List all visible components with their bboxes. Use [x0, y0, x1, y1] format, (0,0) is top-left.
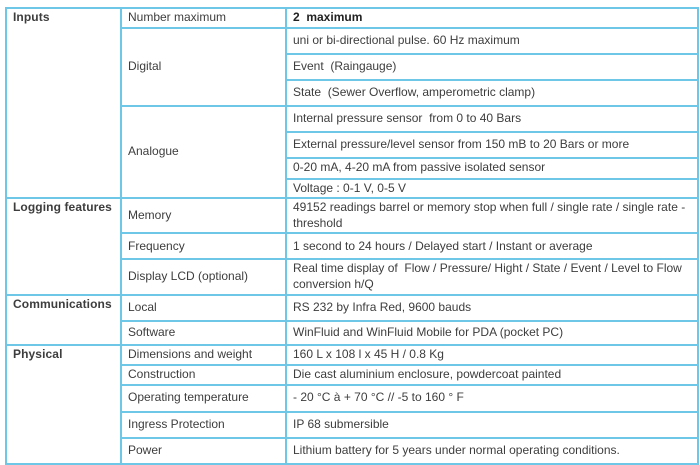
category-cell-logging-features: Logging features: [6, 198, 121, 294]
value-cell: 160 L x 108 l x 45 H / 0.8 Kg: [286, 345, 698, 365]
spec-table: [5, 7, 699, 465]
subcategory-cell-display-lcd: Display LCD (optional): [121, 259, 286, 294]
value-cell: Voltage : 0-1 V, 0-5 V: [286, 179, 698, 199]
subcategory-cell-local: Local: [121, 295, 286, 321]
subcategory-cell-frequency: Frequency: [121, 233, 286, 259]
subcategory-cell-power: Power: [121, 438, 286, 464]
subcategory-cell-dimensions: Dimensions and weight: [121, 345, 286, 365]
value-cell: IP 68 submersible: [286, 412, 698, 438]
subcategory-cell-analogue: Analogue: [121, 106, 286, 199]
value-cell: 1 second to 24 hours / Delayed start / Instant or average: [286, 233, 698, 259]
table-row: [6, 295, 698, 321]
category-cell-communications: Communications: [6, 295, 121, 345]
subcategory-cell-software: Software: [121, 321, 286, 345]
subcategory-cell-number-maximum: Number maximum: [121, 8, 286, 28]
table-row: [6, 345, 698, 365]
value-cell: External pressure/level sensor from 150 mB to 20 Bars or more: [286, 132, 698, 158]
category-cell-inputs: Inputs: [6, 8, 121, 198]
subcategory-cell-ingress-protection: Ingress Protection: [121, 412, 286, 438]
value-cell: 2 maximum: [286, 8, 698, 28]
value-cell: RS 232 by Infra Red, 9600 bauds: [286, 295, 698, 321]
value-cell: WinFluid and WinFluid Mobile for PDA (pocket PC): [286, 321, 698, 345]
value-cell: Die cast aluminium enclosure, powdercoat painted: [286, 365, 698, 385]
value-cell: Internal pressure sensor from 0 to 40 Bars: [286, 106, 698, 132]
value-cell: 0-20 mA, 4-20 mA from passive isolated sensor: [286, 158, 698, 179]
subcategory-cell-operating-temperature: Operating temperature: [121, 385, 286, 412]
value-cell: Lithium battery for 5 years under normal operating conditions.: [286, 438, 698, 464]
value-cell: Real time display of Flow / Pressure/ Hight / State / Event / Level to Flow conversion h/Q: [286, 259, 698, 294]
table-row: [6, 8, 698, 28]
value-cell: uni or bi-directional pulse. 60 Hz maximum: [286, 28, 698, 54]
value-cell: Event (Raingauge): [286, 54, 698, 80]
subcategory-cell-construction: Construction: [121, 365, 286, 385]
subcategory-cell-memory: Memory: [121, 198, 286, 233]
category-cell-physical: Physical: [6, 345, 121, 464]
value-cell: - 20 °C à + 70 °C // -5 to 160 ° F: [286, 385, 698, 412]
value-cell: State (Sewer Overflow, amperometric clamp): [286, 80, 698, 106]
subcategory-cell-digital: Digital: [121, 28, 286, 106]
table-row: [6, 198, 698, 233]
value-cell: 49152 readings barrel or memory stop when full / single rate / single rate -threshold: [286, 198, 698, 233]
